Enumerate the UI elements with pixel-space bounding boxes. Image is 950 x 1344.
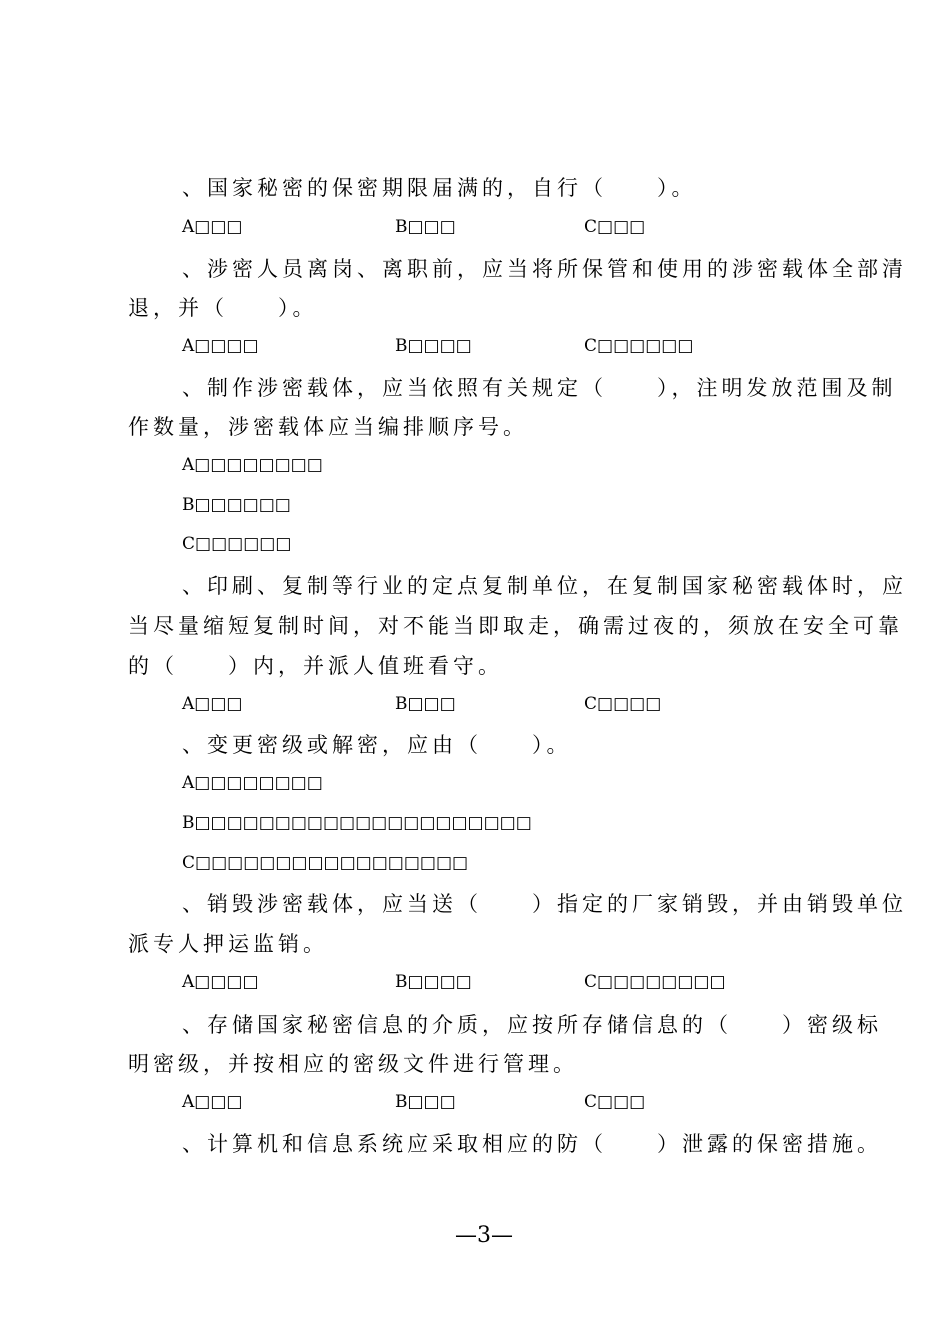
question-6-option-b: B□□□□ bbox=[395, 972, 472, 992]
question-2-option-b: B□□□□ bbox=[395, 336, 472, 356]
question-2-line-1: 、涉密人员离岗、离职前，应当将所保管和使用的涉密载体全部清 bbox=[182, 257, 907, 281]
question-2-line-2: 退，并（ ）。 bbox=[128, 296, 318, 320]
question-6-option-c: C□□□□□□□□ bbox=[584, 972, 726, 992]
question-4-option-c: C□□□□ bbox=[584, 694, 662, 714]
question-5-option-c: C□□□□□□□□□□□□□□□□□ bbox=[182, 853, 469, 873]
question-2-option-a: A□□□□ bbox=[182, 336, 259, 356]
question-4-line-1: 、印刷、复制等行业的定点复制单位，在复制国家秘密载体时，应 bbox=[182, 574, 907, 598]
question-3-option-c: C□□□□□□ bbox=[182, 534, 292, 554]
question-1-option-b: B□□□ bbox=[395, 217, 456, 237]
question-7-option-b: B□□□ bbox=[395, 1092, 456, 1112]
question-7-option-a: A□□□ bbox=[182, 1092, 243, 1112]
question-4-line-3: 的（ ）内，并派人值班看守。 bbox=[128, 654, 503, 678]
question-1-line-1: 、国家秘密的保密期限届满的，自行（ ）。 bbox=[182, 176, 697, 200]
question-6-option-a: A□□□□ bbox=[182, 972, 259, 992]
question-2-option-c: C□□□□□□ bbox=[584, 336, 694, 356]
question-3-line-2: 作数量，涉密载体应当编排顺序号。 bbox=[128, 415, 528, 439]
question-6-line-1: 、销毁涉密载体，应当送（ ）指定的厂家销毁，并由销毁单位 bbox=[182, 892, 907, 916]
question-3-option-b: B□□□□□□ bbox=[182, 495, 291, 515]
question-1-option-a: A□□□ bbox=[182, 217, 243, 237]
question-5-option-b: B□□□□□□□□□□□□□□□□□□□□□ bbox=[182, 813, 532, 833]
question-5-line-1: 、变更密级或解密，应由（ ）。 bbox=[182, 733, 572, 757]
question-5-option-a: A□□□□□□□□ bbox=[182, 773, 323, 793]
question-8-line-1: 、计算机和信息系统应采取相应的防（ ）泄露的保密措施。 bbox=[182, 1132, 882, 1156]
question-7-line-1: 、存储国家秘密信息的介质，应按所存储信息的（ ）密级标 bbox=[182, 1013, 882, 1037]
question-7-line-2: 明密级，并按相应的密级文件进行管理。 bbox=[128, 1052, 578, 1076]
question-4-line-2: 当尽量缩短复制时间，对不能当即取走，确需过夜的，须放在安全可靠 bbox=[128, 614, 903, 638]
page-number: —3— bbox=[455, 1223, 513, 1248]
question-1-option-c: C□□□ bbox=[584, 217, 646, 237]
question-4-option-b: B□□□ bbox=[395, 694, 456, 714]
question-4-option-a: A□□□ bbox=[182, 694, 243, 714]
question-3-option-a: A□□□□□□□□ bbox=[182, 455, 323, 475]
question-3-line-1: 、制作涉密载体，应当依照有关规定（ ），注明发放范围及制 bbox=[182, 376, 897, 400]
question-6-line-2: 派专人押运监销。 bbox=[128, 932, 328, 956]
question-7-option-c: C□□□ bbox=[584, 1092, 646, 1112]
